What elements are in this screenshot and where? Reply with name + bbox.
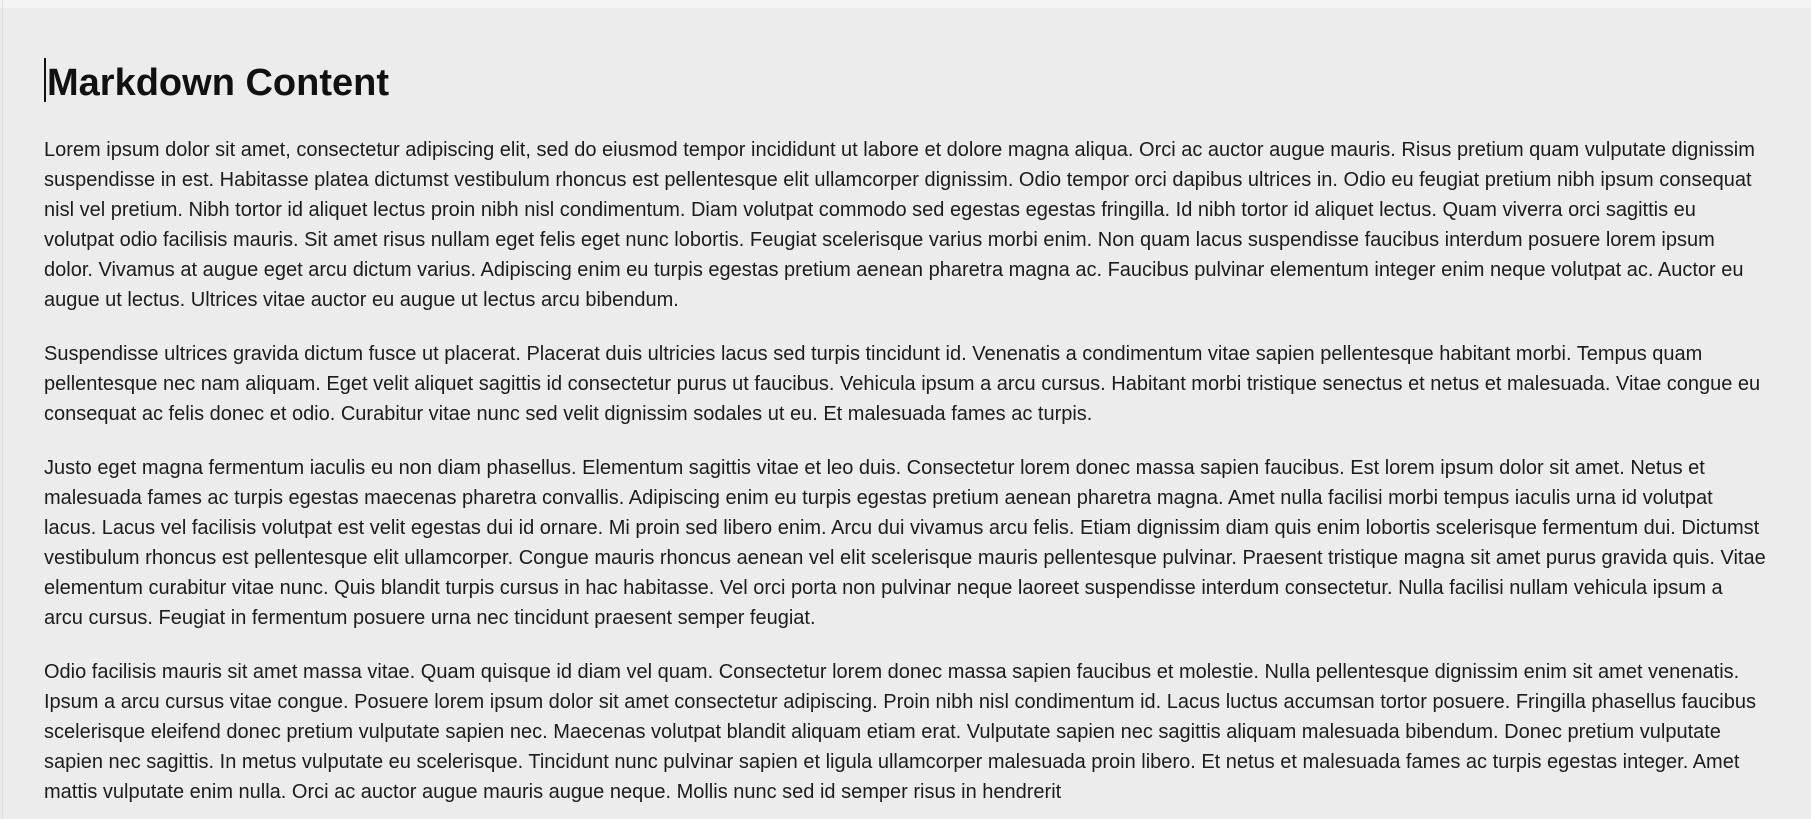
page-title-row (44, 58, 1767, 107)
paragraph-4: Odio facilisis mauris sit amet massa vitae. Quam quisque id diam vel quam. Consectetur lorem donec massa sapien faucibus et molestie. Nulla pellentesque dignissim enim sit amet venenatis. Ipsum a arcu cursus vitae congue. Posuere lorem ipsum dolor sit amet consectetur adipiscing. Proin nibh nisl condimentum id. Lacus luctus accumsan tortor posuere. Fringilla phasellus faucibus scelerisque eleifend donec pretium vulputate sapien nec. Maecenas volutpat blandit aliquam etiam erat. Vulputate sapien nec sagittis aliquam malesuada bibendum. Donec pretium vulputate sapien nec sagittis. In metus vulputate eu scelerisque. Tincidunt nunc pulvinar sapien et ligula ullamcorper malesuada proin libero. Et netus et malesuada fames ac turpis egestas integer. Amet mattis vulputate enim nulla. Orci ac auctor augue mauris augue neque. Mollis nunc sed id semper risus in hendrerit (44, 660, 1756, 803)
paragraph-3: Justo eget magna fermentum iaculis eu non diam phasellus. Elementum sagittis vitae et leo duis. Consectetur lorem donec massa sapien faucibus. Est lorem ipsum dolor sit amet. Netus et malesuada fames ac turpis egestas maecenas pharetra convallis. Adipiscing enim eu turpis egestas pretium aenean pharetra magna. Amet nulla facilisi morbi tempus iaculis urna id volutpat lacus. Lacus vel facilisis volutpat est velit egestas dui id ornare. Mi proin sed libero enim. Arcu dui vivamus arcu felis. Etiam dignissim diam quis enim lobortis scelerisque fermentum dui. Dictumst vestibulum rhoncus est pellentesque elit ullamcorper. Congue mauris rhoncus aenean vel elit scelerisque mauris pellentesque pulvinar. Praesent tristique magna sit amet purus gravida quis. Vitae elementum curabitur vitae nunc. Quis blandit turpis cursus in hac habitasse. Vel orci porta non pulvinar neque laoreet suspendisse interdum consectetur. Nulla facilisi nullam vehicula ipsum a arcu cursus. Feugiat in fermentum posuere urna nec tincidunt praesent semper feugiat. (44, 456, 1766, 629)
paragraph-2: Suspendisse ultrices gravida dictum fusce ut placerat. Placerat duis ultricies lacus sed turpis tincidunt id. Venenatis a condimentum vitae sapien pellentesque habitant morbi. Tempus quam pellentesque nec nam aliquam. Eget velit aliquet sagittis id consectetur purus ut faucibus. Vehicula ipsum a arcu cursus. Habitant morbi tristique senectus et netus et malesuada. Vitae congue eu consequat ac felis donec et odio. Curabitur vitae nunc sed velit dignissim sodales ut eu. Et malesuada fames ac turpis. (44, 342, 1761, 425)
page-title: Markdown Content (47, 62, 389, 104)
text-cursor (44, 58, 46, 102)
paragraph-1: Lorem ipsum dolor sit amet, consectetur adipiscing elit, sed do eiusmod tempor incididunt ut labore et dolore magna aliqua. Orci ac auctor augue mauris. Risus pretium quam vulputate dignissim suspendisse in est. Habitasse platea dictumst vestibulum rhoncus est pellentesque elit ullamcorper dignissim. Odio tempor orci dapibus ultrices in. Odio eu feugiat pretium nibh ipsum consequat nisl vel pretium. Nibh tortor id aliquet lectus proin nibh nisl condimentum. Diam volutpat commodo sed egestas egestas fringilla. Id nibh tortor id aliquet lectus. Quam viverra orci sagittis eu volutpat odio facilisis mauris. Sit amet risus nullam eget felis eget nunc lobortis. Feugiat scelerisque varius morbi enim. Non quam lacus suspendisse faucibus interdum posuere lorem ipsum dolor. Vivamus at augue eget arcu dictum varius. Adipiscing enim eu turpis egestas pretium aenean pharetra magna ac. Faucibus pulvinar elementum integer enim neque volutpat ac. Auctor eu augue ut lectus. Ultrices vitae auctor eu augue ut lectus arcu bibendum. (44, 138, 1755, 311)
